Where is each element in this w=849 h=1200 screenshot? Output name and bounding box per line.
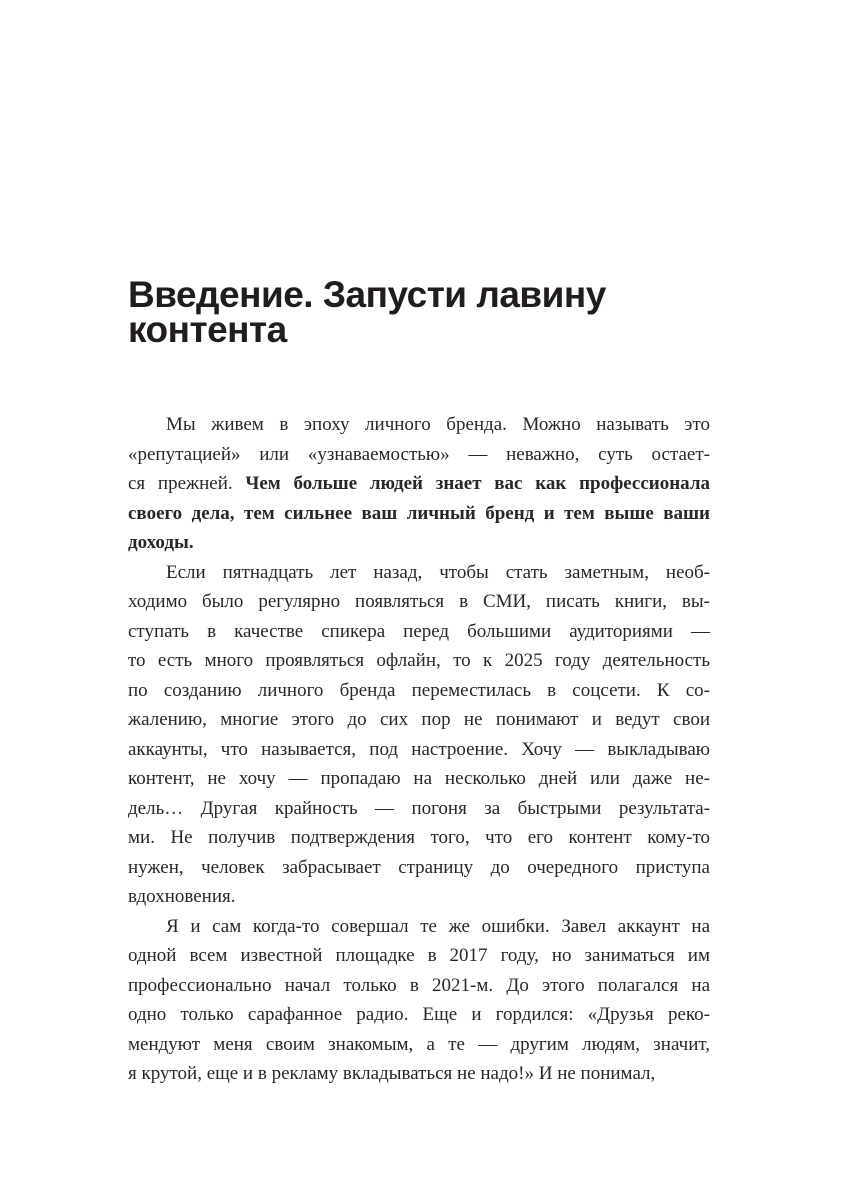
text-line: то есть много проявляться офлайн, то к 2025 году деятельность: [128, 650, 710, 671]
text-line: Если пятнадцать лет назад, чтобы стать заметным, необ-: [166, 561, 710, 583]
paragraph-1: [128, 410, 710, 558]
text-segment-bold: Чем больше людей знает вас как профессионала: [245, 473, 710, 494]
text-line: мендуют меня своим знакомым, а те — другим людям, значит,: [128, 1033, 710, 1055]
text-line: контент, не хочу — пропадаю на несколько дней или даже не-: [128, 768, 710, 789]
text-line: «репутацией» или «узнаваемостью» — неважно, суть остает-: [128, 443, 710, 465]
text-line: [128, 528, 710, 558]
text-line: нужен, человек забрасывает страницу до очередного приступа: [128, 856, 710, 878]
text-line: одно только сарафанное радио. Еще и гордился: «Друзья реко-: [128, 1004, 710, 1025]
text-line: ходимо было регулярно появляться в СМИ, писать книги, вы-: [128, 591, 710, 612]
page-content: [128, 274, 710, 1089]
text-line: аккаунты, что называется, под настроение. Хочу — выкладываю: [128, 738, 710, 760]
text-segment-bold: своего дела, тем сильнее ваш личный бренд и тем выше ваши: [128, 502, 710, 524]
chapter-title-line: контента: [128, 309, 287, 350]
paragraph-2: [128, 558, 710, 912]
text-segment-bold: доходы.: [128, 532, 194, 553]
text-line: вдохновения.: [128, 886, 236, 907]
text-line: [128, 469, 710, 499]
text-line: [128, 499, 710, 529]
text-line: ми. Не получив подтверждения того, что его контент кому-то: [128, 827, 710, 848]
text-line: Я и сам когда-то совершал те же ошибки. Завел аккаунт на: [166, 915, 710, 937]
text-line: профессионально начал только в 2021-м. До этого полагался на: [128, 974, 710, 996]
text-line: одной всем известной площадке в 2017 году, но заниматься им: [128, 945, 710, 966]
text-line: я крутой, еще и в рекламу вкладываться не надо!» И не понимал,: [128, 1063, 656, 1084]
text-line: ступать в качестве спикера перед большими аудиториями —: [128, 620, 710, 642]
chapter-title: [128, 274, 710, 350]
text-line: Мы живем в эпоху личного бренда. Можно называть это: [166, 414, 710, 435]
text-line: жалению, многие этого до сих пор не понимают и ведут свои: [128, 709, 710, 730]
chapter-title-line: Введение. Запусти лавину: [128, 274, 606, 315]
text-line: дель… Другая крайность — погоня за быстрыми результата-: [128, 797, 710, 819]
body-text: [128, 410, 710, 1089]
text-segment: ся прежней.: [128, 473, 246, 494]
paragraph-3: [128, 912, 710, 1089]
text-line: по созданию личного бренда переместилась в соцсети. К со-: [128, 679, 710, 701]
